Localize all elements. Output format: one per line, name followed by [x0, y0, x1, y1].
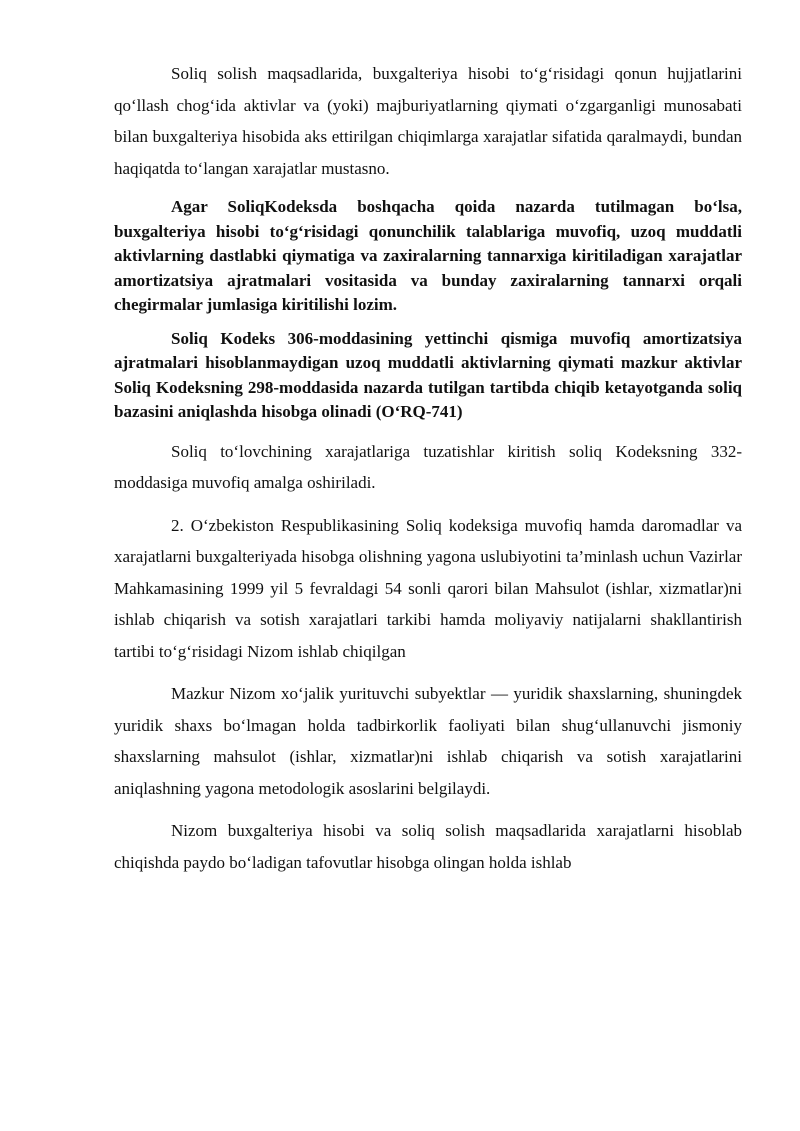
paragraph-bold-deductions: Agar SoliqKodeksda boshqacha qoida nazarda tutilmagan bo‘lsa, buxgalteriya hisobi to‘g‘risidagi qonunchilik talablariga muvofiq, uzoq muddatli aktivlarning dastlabki qiymatiga va zaxiralarning tannarxiga kiritiladigan xarajatlar amortizatsiya ajratmalari vositasida va bunday zaxiralarning tannarxi orqali chegirmalar jumlasiga kiritilishi lozim.	[114, 197, 742, 314]
paragraph-regulation-differences: Nizom buxgalteriya hisobi va soliq solish maqsadlarida xarajatlarni hisoblab chiqishda paydo bo‘ladigan tafovutlar hisobga olingan holda ishlab	[114, 821, 742, 872]
paragraph-bold-article-306: Soliq Kodeks 306-moddasining yettinchi qismiga muvofiq amortizatsiya ajratmalari hisoblanmaydigan uzoq muddatli aktivlarning qiymati mazkur aktivlar Soliq Kodeksning 298-moddasida nazarda tutilgan tartibda chiqib ketayotganda soliq bazasini aniqlashda hisobga olinadi (O‘RQ-741)	[114, 328, 742, 421]
paragraph-regulation-origin: 2. O‘zbekiston Respublikasining Soliq kodeksiga muvofiq hamda daromadlar va xarajatlarni buxgalteriyada hisobga olishning yagona uslubiyotini ta’minlash uchun Vazirlar Mahkamasining 1999 yil 5 fevraldagi 54 sonli qarori bilan Mahsulot (ishlar, xizmatlar)ni ishlab chiqarish va sotish xarajatlari tarkibi hamda moliyaviy natijalarni shakllantirish tartibi to‘g‘risidagi Nizom ishlab chiqilgan	[114, 515, 742, 661]
paragraph-tax-purposes: Soliq solish maqsadlarida, buxgalteriya hisobi to‘g‘risidagi qonun hujjatlarini qo‘llash chog‘ida aktivlar va (yoki) majburiyatlarning qiymati o‘zgarganligi munosabati bilan buxgalteriya hisobida aks ettirilgan chiqimlarga xarajatlar sifatida qaralmaydi, bundan haqiqatda to‘langan xarajatlar mustasno.	[114, 64, 742, 178]
paragraph-article-332: Soliq to‘lovchining xarajatlariga tuzatishlar kiritish soliq Kodeksning 332-moddasiga muvofiq amalga oshiriladi.	[114, 441, 742, 492]
document-page	[114, 58, 742, 878]
paragraph-regulation-scope: Mazkur Nizom xo‘jalik yurituvchi subyektlar — yuridik shaxslarning, shuningdek yuridik shaxs bo‘lmagan holda tadbirkorlik faoliyati bilan shug‘ullanuvchi jismoniy shaxslarning mahsulot (ishlar, xizmatlar)ni ishlab chiqarish va sotish xarajatlarini aniqlashning yagona metodologik asoslarini belgilaydi.	[114, 684, 742, 798]
